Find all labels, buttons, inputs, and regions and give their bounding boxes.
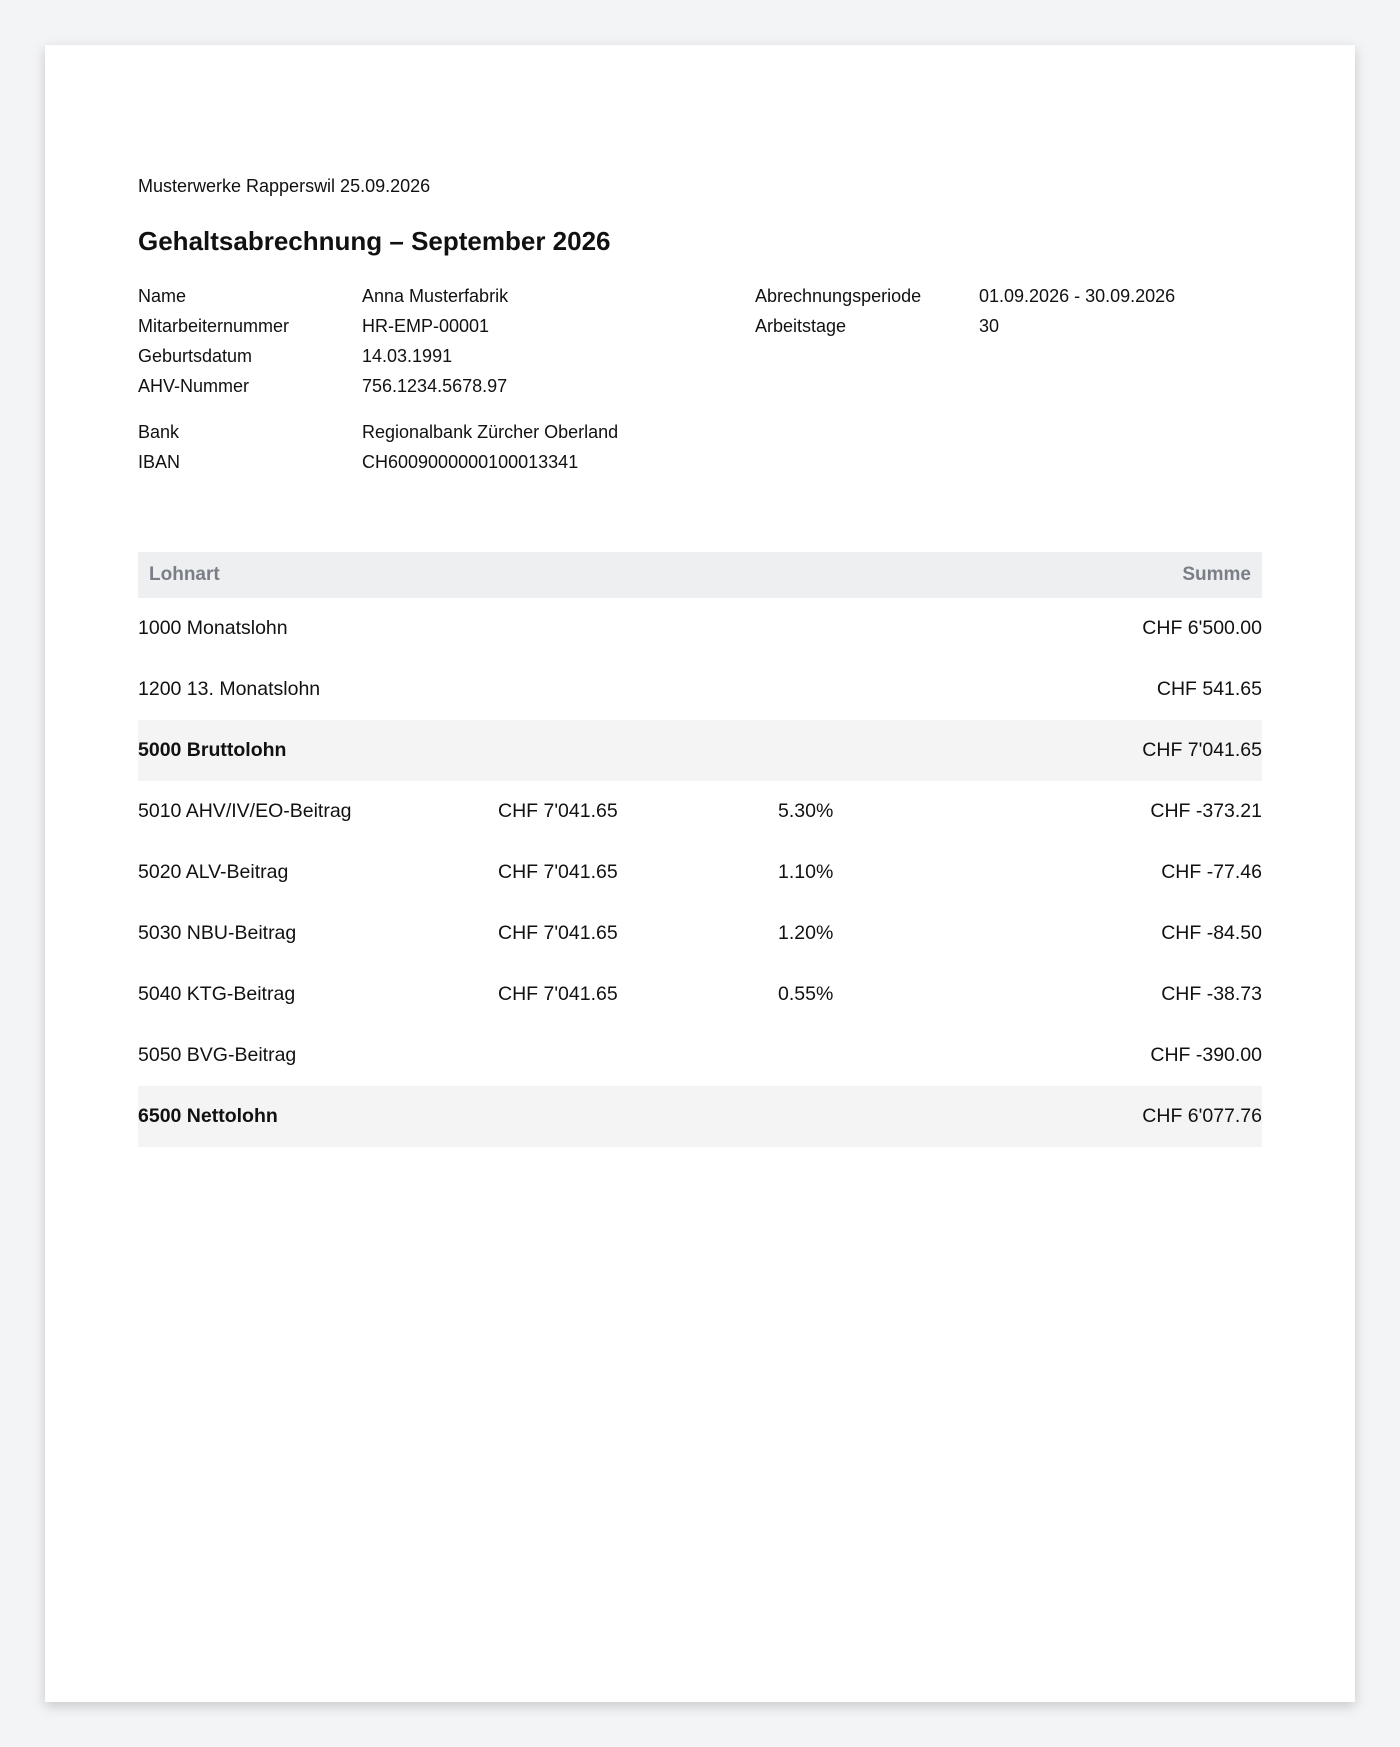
rate-cell: 1.10% — [778, 861, 834, 883]
table-row — [138, 964, 1262, 1025]
rate-cell: 1.20% — [778, 922, 834, 944]
rate-cell: 5.30% — [778, 800, 834, 822]
info-label: Name — [138, 286, 187, 306]
info-label: Bank — [138, 422, 180, 442]
base-amount-cell: CHF 7'041.65 — [498, 922, 618, 944]
sum-cell: CHF 6'077.76 — [1142, 1105, 1262, 1127]
table-row — [138, 842, 1262, 903]
wage-type-cell: 5050 BVG-Beitrag — [138, 1044, 297, 1066]
wage-type-cell: 1200 13. Monatslohn — [138, 678, 321, 700]
company-date-line: Musterwerke Rapperswil 25.09.2026 — [138, 176, 431, 196]
info-label: Mitarbeiternummer — [138, 316, 290, 336]
page-title: Gehaltsabrechnung – September 2026 — [138, 226, 611, 256]
base-amount-cell: CHF 7'041.65 — [498, 800, 618, 822]
table-row — [138, 781, 1262, 842]
wage-type-cell: 5010 AHV/IV/EO-Beitrag — [138, 800, 352, 822]
info-label: Abrechnungsperiode — [755, 286, 922, 306]
table-row — [138, 659, 1262, 720]
info-value: 30 — [979, 316, 1000, 336]
wage-table-header — [138, 552, 1262, 598]
info-value: 01.09.2026 - 30.09.2026 — [979, 286, 1176, 306]
table-row — [138, 1025, 1262, 1086]
info-label: IBAN — [138, 452, 181, 472]
wage-table — [138, 552, 1262, 1147]
sum-cell: CHF -373.21 — [1150, 800, 1262, 822]
payslip-page — [45, 45, 1355, 1702]
wage-type-cell: 6500 Nettolohn — [138, 1105, 278, 1127]
payslip-content — [138, 175, 1262, 1127]
total-row — [138, 1086, 1262, 1147]
column-header-sum: Summe — [1182, 564, 1251, 585]
wage-table-body — [138, 598, 1262, 1147]
wage-type-cell: 5020 ALV-Beitrag — [138, 861, 289, 883]
info-value: 14.03.1991 — [362, 346, 453, 366]
info-value: Regionalbank Zürcher Oberland — [362, 422, 619, 442]
info-value: CH6009000000100013341 — [362, 452, 579, 472]
sum-cell: CHF -38.73 — [1161, 983, 1262, 1005]
table-row — [138, 903, 1262, 964]
sum-cell: CHF 6'500.00 — [1142, 617, 1262, 639]
sum-cell: CHF -77.46 — [1161, 861, 1262, 883]
info-value: HR-EMP-00001 — [362, 316, 490, 336]
total-row — [138, 720, 1262, 781]
info-label: AHV-Nummer — [138, 376, 250, 396]
wage-type-cell: 1000 Monatslohn — [138, 617, 288, 639]
info-value: 756.1234.5678.97 — [362, 376, 508, 396]
table-row — [138, 598, 1262, 659]
sum-cell: CHF 7'041.65 — [1142, 739, 1262, 761]
wage-type-cell: 5040 KTG-Beitrag — [138, 983, 296, 1005]
info-label: Geburtsdatum — [138, 346, 253, 366]
column-header-wage-type: Lohnart — [149, 564, 220, 585]
wage-type-cell: 5000 Bruttolohn — [138, 739, 287, 761]
info-value: Anna Musterfabrik — [362, 286, 509, 306]
sum-cell: CHF -390.00 — [1150, 1044, 1262, 1066]
sum-cell: CHF 541.65 — [1156, 678, 1262, 700]
sum-cell: CHF -84.50 — [1161, 922, 1262, 944]
base-amount-cell: CHF 7'041.65 — [498, 983, 618, 1005]
wage-type-cell: 5030 NBU-Beitrag — [138, 922, 297, 944]
rate-cell: 0.55% — [778, 983, 834, 1005]
employee-info — [138, 285, 1262, 495]
base-amount-cell: CHF 7'041.65 — [498, 861, 618, 883]
info-label: Arbeitstage — [755, 316, 847, 336]
